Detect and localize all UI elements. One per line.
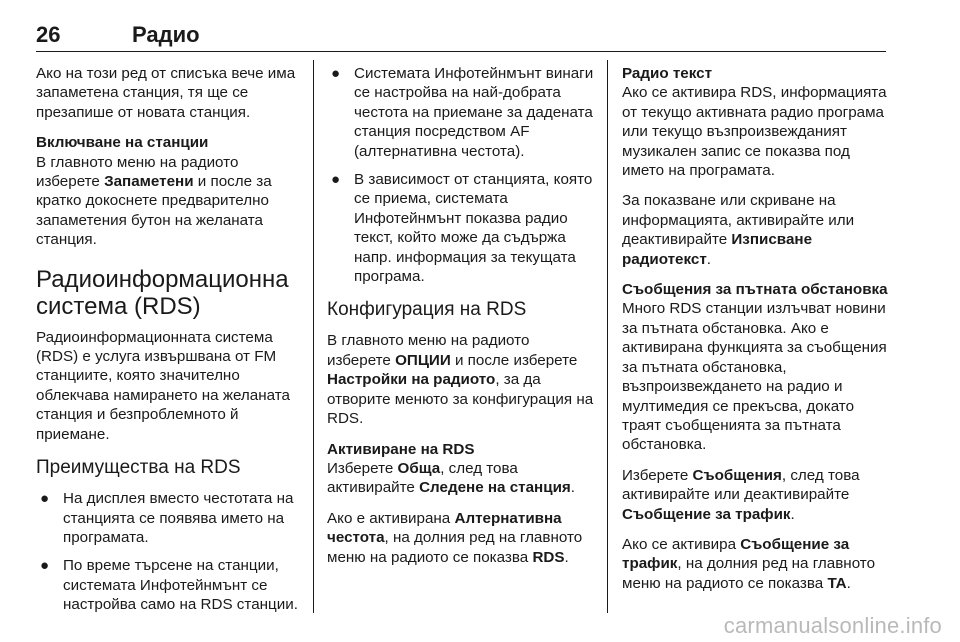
paragraph-activate-rds: Изберете Обща, след това активирайте Следене на станция. — [327, 459, 575, 497]
column-divider-1 — [313, 60, 314, 613]
heading-traffic-announcements: Съобщения за пътната обстановка — [622, 281, 888, 299]
bullet-icon: ● — [40, 490, 50, 508]
header-rule — [36, 51, 886, 52]
heading-station-recall: Включване на станции — [36, 134, 209, 152]
heading-radio-text: Радио текст — [622, 65, 713, 82]
page-header — [36, 18, 886, 54]
column-1 — [36, 64, 302, 625]
heading-rds-configuration: Конфигурация на RDS — [327, 299, 527, 321]
bullet-icon: ● — [331, 171, 341, 189]
advantages-list-continued — [327, 64, 595, 286]
heading-activate-rds: Активиране на RDS — [327, 440, 475, 458]
paragraph-radio-text-toggle: За показване или скриване на информацията, активирайте или деактивирайте Изписване радиотекст. — [622, 192, 855, 268]
paragraph-traffic-info: Много RDS станции излъчват новини за пътната обстановка. Ако е активирана функцията за съобщения за пътната обстановка, възпроизвеждането на радио и мултимедия се прекъсва, докато траят съобщенията за пътната обстановка. — [622, 300, 887, 454]
list-item: ● На дисплея вместо честотата на станцията се появява името на програмата. — [40, 490, 294, 546]
paragraph-overwrite: Ако на този ред от списъка вече има запаметена станция, тя ще се презапише от новата станция. — [36, 65, 296, 121]
watermark: carmanualsonline.info — [723, 613, 942, 638]
paragraph-radio-text: Ако се активира RDS, информацията от текущо активната радио програма или текущо възпроизвежданият музикален запис се показва под името на програмата. — [622, 84, 887, 180]
list-item: ● Системата Инфотейнмънт винаги се настройва на най-добрата честота на приемане за дадената станция посредством AF (алтернативна честота). — [331, 65, 594, 160]
page-number: 26 — [36, 22, 61, 47]
paragraph-traffic-ta: Ако се активира Съобщение за трафик, на долния ред на главното меню на радиото се показва TA. — [622, 535, 876, 592]
paragraph-rds-configuration: В главното меню на радиото изберете ОПЦИИ и после изберете Настройки на радиото, за да отворите менюто за конфигурация на RDS. — [327, 332, 594, 428]
bullet-icon: ● — [40, 557, 50, 575]
column-3 — [622, 64, 892, 604]
heading-rds: Радиоинформационна система (RDS) — [36, 265, 289, 320]
section-title: Радио — [132, 22, 200, 47]
paragraph-station-recall: В главното меню на радиото изберете Запаметени и после за кратко докоснете предварително запаметения бутон на желаната станция. — [36, 153, 272, 249]
column-2 — [327, 64, 595, 578]
list-item: ● По време търсене на станции, системата Инфотейнмънт се настройва само на RDS станции. — [40, 557, 298, 614]
advantages-list — [36, 489, 302, 614]
bullet-icon: ● — [331, 65, 341, 82]
paragraph-alternative-frequency: Ако е активирана Алтернативна честота, на долния ред на главното меню на радиото се показва RDS. — [327, 509, 583, 566]
column-divider-2 — [607, 60, 608, 613]
paragraph-traffic-toggle: Изберете Съобщения, след това активирайте или деактивирайте Съобщение за трафик. — [622, 466, 860, 523]
heading-rds-advantages: Преимущества на RDS — [36, 457, 241, 479]
paragraph-rds-intro: Радиоинформационната система (RDS) е услуга извършвана от FM станциите, която значително облекчава намирането на желаната станция и безпроблемното й приемане. — [36, 328, 290, 443]
list-item: ● В зависимост от станцията, която се приема, системата Инфотейнмънт показва радио текст, който може да съдържа напр. информация за текущата програма. — [331, 171, 593, 286]
